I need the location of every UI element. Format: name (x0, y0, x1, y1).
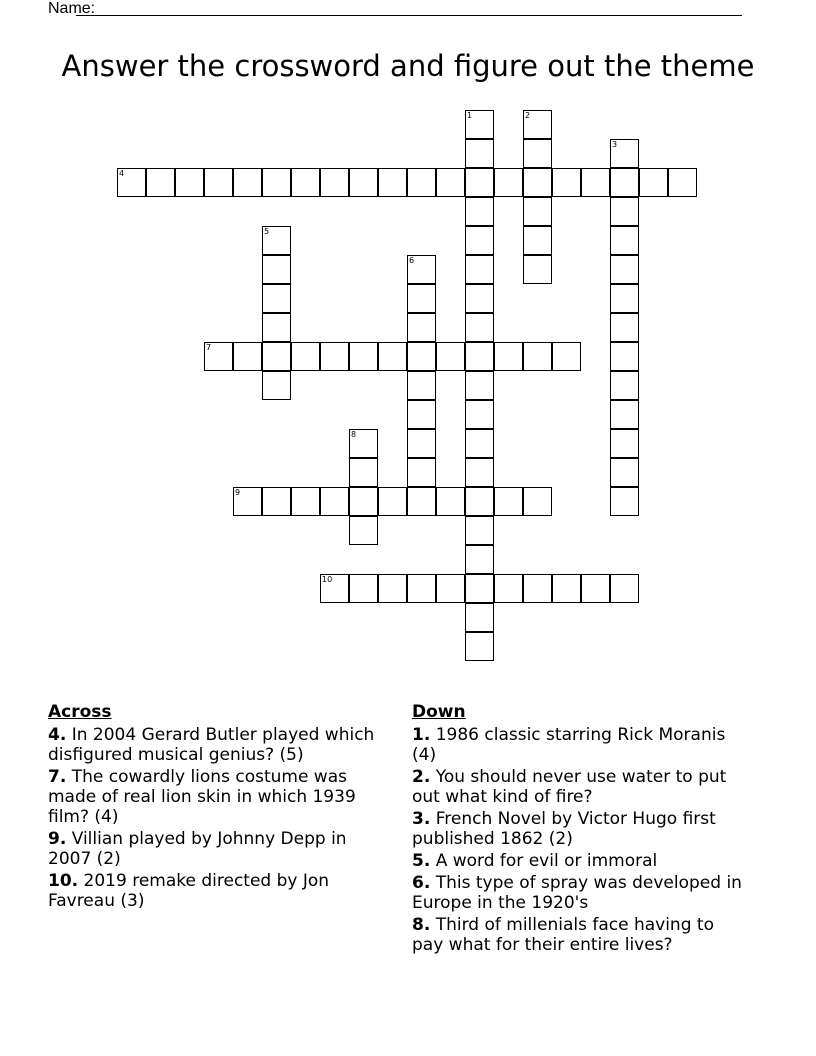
grid-cell[interactable] (407, 342, 436, 371)
grid-cell[interactable] (610, 429, 639, 458)
grid-cell[interactable] (465, 197, 494, 226)
grid-cell[interactable] (262, 284, 291, 313)
grid-cell[interactable] (262, 313, 291, 342)
grid-cell[interactable] (523, 255, 552, 284)
cell-number: 5 (264, 227, 270, 236)
grid-cell[interactable] (610, 400, 639, 429)
grid-cell[interactable] (465, 313, 494, 342)
grid-cell[interactable] (436, 574, 465, 603)
clue-text: This type of spray was developed in Europe in the 1920's (412, 873, 742, 913)
grid-cell[interactable] (552, 342, 581, 371)
grid-cell[interactable] (523, 226, 552, 255)
grid-cell[interactable] (523, 139, 552, 168)
grid-cell[interactable] (523, 487, 552, 516)
clue-text: Third of millenials face having to pay what for their entire lives? (412, 915, 714, 955)
grid-cell[interactable] (291, 487, 320, 516)
grid-cell[interactable] (465, 429, 494, 458)
grid-cell[interactable] (552, 574, 581, 603)
grid-cell[interactable] (320, 487, 349, 516)
grid-cell[interactable] (146, 168, 175, 197)
grid-cell[interactable] (262, 487, 291, 516)
clue-number: 4. (48, 725, 67, 745)
page-title: Answer the crossword and figure out the theme (61, 49, 755, 83)
grid-cell[interactable] (349, 574, 378, 603)
grid-cell[interactable] (349, 168, 378, 197)
cell-number: 3 (612, 140, 618, 149)
grid-cell[interactable] (349, 487, 378, 516)
grid-cell[interactable] (262, 371, 291, 400)
cell-number: 1 (467, 111, 473, 120)
grid-cell[interactable] (465, 487, 494, 516)
grid-cell[interactable] (436, 168, 465, 197)
grid-cell[interactable] (465, 284, 494, 313)
down-clue (412, 915, 744, 955)
clue-number: 1. (412, 725, 431, 745)
name-label: Name: (48, 0, 96, 17)
grid-cell[interactable] (407, 371, 436, 400)
grid-cell[interactable] (465, 603, 494, 632)
grid-cell[interactable] (523, 342, 552, 371)
grid-cell[interactable] (465, 139, 494, 168)
grid-cell[interactable] (349, 516, 378, 545)
grid-cell[interactable] (610, 168, 639, 197)
grid-cell[interactable] (175, 168, 204, 197)
across-clues (48, 702, 380, 913)
clue-number: 10. (48, 871, 79, 891)
down-heading: Down (412, 702, 466, 722)
down-clue (412, 725, 744, 765)
grid-cell[interactable] (610, 255, 639, 284)
grid-cell[interactable] (610, 313, 639, 342)
grid-cell[interactable] (581, 168, 610, 197)
clue-text: The cowardly lions costume was made of real lion skin in which 1939 film? (4) (48, 767, 356, 827)
grid-cell[interactable] (436, 342, 465, 371)
cell-number: 2 (525, 111, 531, 120)
grid-cell[interactable] (494, 342, 523, 371)
down-clue (412, 851, 744, 871)
across-clue (48, 767, 380, 827)
across-clue (48, 871, 380, 911)
across-clue (48, 829, 380, 869)
grid-cell[interactable] (407, 429, 436, 458)
grid-cell[interactable] (465, 110, 494, 139)
grid-cell[interactable] (320, 342, 349, 371)
grid-cell[interactable] (233, 487, 262, 516)
across-clue (48, 725, 380, 765)
grid-cell[interactable] (523, 168, 552, 197)
cell-number: 8 (351, 430, 357, 439)
grid-cell[interactable] (523, 574, 552, 603)
grid-cell[interactable] (117, 168, 146, 197)
clue-text: 2019 remake directed by Jon Favreau (3) (48, 871, 330, 911)
grid-cell[interactable] (465, 458, 494, 487)
grid-cell[interactable] (291, 342, 320, 371)
clue-number: 6. (412, 873, 431, 893)
cell-number: 10 (322, 575, 333, 584)
grid-cell[interactable] (610, 487, 639, 516)
grid-cell[interactable] (349, 342, 378, 371)
grid-cell[interactable] (407, 458, 436, 487)
grid-cell[interactable] (465, 371, 494, 400)
grid-cell[interactable] (349, 458, 378, 487)
grid-cell[interactable] (610, 139, 639, 168)
grid-cell[interactable] (378, 168, 407, 197)
grid-cell[interactable] (610, 226, 639, 255)
grid-cell[interactable] (465, 342, 494, 371)
down-clue (412, 809, 744, 849)
grid-cell[interactable] (581, 574, 610, 603)
clue-text: 1986 classic starring Rick Moranis (4) (412, 725, 726, 765)
grid-cell[interactable] (320, 168, 349, 197)
grid-cell[interactable] (494, 487, 523, 516)
grid-cell[interactable] (233, 168, 262, 197)
grid-cell[interactable] (610, 197, 639, 226)
grid-cell[interactable] (639, 168, 668, 197)
grid-cell[interactable] (378, 487, 407, 516)
grid-cell[interactable] (378, 342, 407, 371)
clue-text: A word for evil or immoral (435, 851, 658, 871)
cell-number: 4 (119, 169, 125, 178)
grid-cell[interactable] (668, 168, 697, 197)
grid-cell[interactable] (262, 168, 291, 197)
grid-cell[interactable] (407, 574, 436, 603)
grid-cell[interactable] (407, 284, 436, 313)
clue-number: 5. (412, 851, 431, 871)
down-clue (412, 767, 744, 807)
grid-cell[interactable] (494, 168, 523, 197)
grid-cell[interactable] (407, 400, 436, 429)
clue-number: 2. (412, 767, 431, 787)
clue-number: 3. (412, 809, 431, 829)
grid-cell[interactable] (465, 400, 494, 429)
grid-cell[interactable] (262, 255, 291, 284)
grid-cell[interactable] (494, 574, 523, 603)
grid-cell[interactable] (407, 487, 436, 516)
clue-number: 8. (412, 915, 431, 935)
cell-number: 7 (206, 343, 212, 352)
grid-cell[interactable] (465, 632, 494, 661)
grid-cell[interactable] (291, 168, 320, 197)
grid-cell[interactable] (407, 313, 436, 342)
grid-cell[interactable] (465, 255, 494, 284)
grid-cell[interactable] (233, 342, 262, 371)
grid-cell[interactable] (407, 168, 436, 197)
clue-text: You should never use water to put out what kind of fire? (412, 767, 727, 807)
grid-cell[interactable] (320, 574, 349, 603)
clue-text: French Novel by Victor Hugo first published 1862 (2) (412, 809, 716, 849)
across-heading: Across (48, 702, 112, 722)
cell-number: 6 (409, 256, 415, 265)
grid-cell[interactable] (465, 168, 494, 197)
grid-cell[interactable] (465, 545, 494, 574)
grid-cell[interactable] (465, 574, 494, 603)
grid-cell[interactable] (349, 429, 378, 458)
grid-cell[interactable] (610, 342, 639, 371)
grid-cell[interactable] (465, 516, 494, 545)
grid-cell[interactable] (262, 226, 291, 255)
down-clues (412, 702, 744, 957)
grid-cell[interactable] (610, 284, 639, 313)
grid-cell[interactable] (262, 342, 291, 371)
clue-number: 9. (48, 829, 67, 849)
grid-cell[interactable] (204, 168, 233, 197)
clue-text: Villian played by Johnny Depp in 2007 (2) (48, 829, 347, 869)
grid-cell[interactable] (378, 574, 407, 603)
grid-cell[interactable] (204, 342, 233, 371)
grid-cell[interactable] (610, 458, 639, 487)
cell-number: 9 (235, 488, 241, 497)
grid-cell[interactable] (523, 197, 552, 226)
grid-cell[interactable] (436, 487, 465, 516)
down-clue (412, 873, 744, 913)
clue-number: 7. (48, 767, 67, 787)
grid-cell[interactable] (610, 574, 639, 603)
grid-cell[interactable] (552, 168, 581, 197)
clue-text: In 2004 Gerard Butler played which disfigured musical genius? (5) (48, 725, 375, 765)
grid-cell[interactable] (610, 371, 639, 400)
grid-cell[interactable] (407, 255, 436, 284)
grid-cell[interactable] (465, 226, 494, 255)
grid-cell[interactable] (523, 110, 552, 139)
